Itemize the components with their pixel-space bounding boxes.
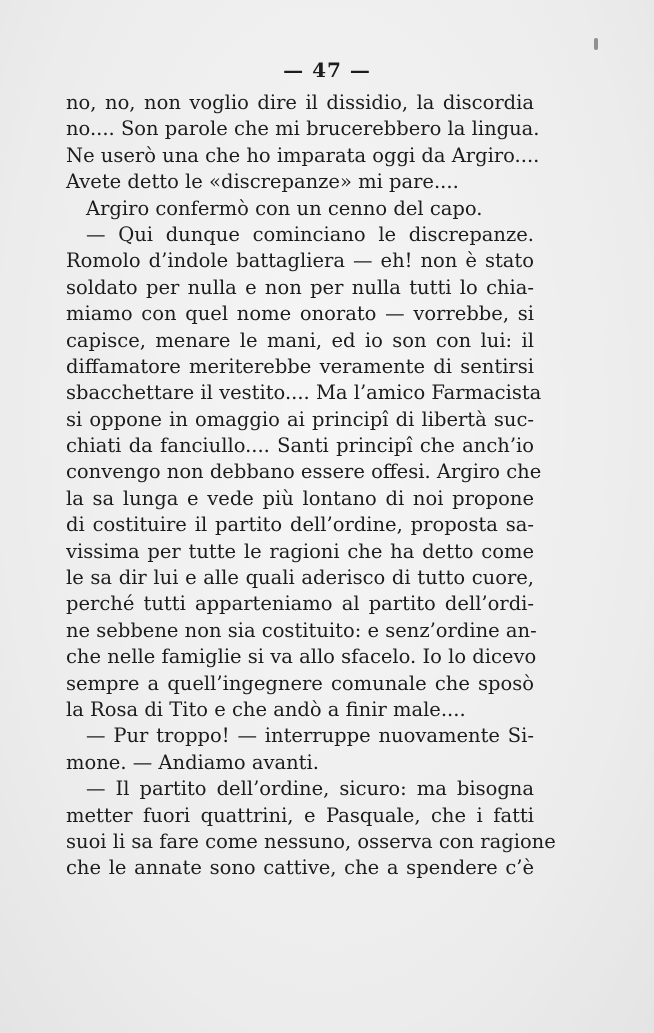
text-line: chiati da fanciullo.... Santi principî che anch’io [66, 434, 534, 458]
text-line: vissima per tutte le ragioni che ha detto come [66, 539, 534, 563]
text-line: le sa dir lui e alle quali aderisco di tutto cuore, [66, 566, 534, 590]
text-line: ne sebbene non sia costituito: e senz’ordine an- [66, 618, 537, 642]
text-line: — Pur troppo! — interruppe nuovamente Si- [86, 724, 534, 748]
text-line: capisce, menare le mani, ed io son con lui: il [66, 328, 534, 352]
text-line: si oppone in omaggio ai principî di libertà suc- [66, 407, 534, 431]
text-line: no, no, non voglio dire il dissidio, la discordia [66, 91, 534, 114]
text-line: Argiro confermò con un cenno del capo. [86, 196, 483, 220]
text-line: mone. — Andiamo avanti. [66, 750, 319, 774]
text-line: miamo con quel nome onorato — vorrebbe, si [66, 302, 534, 326]
body-text [66, 90, 556, 882]
text-line: no.... Son parole che mi brucerebbero la lingua. [66, 117, 540, 141]
text-line: metter fuori quattrini, e Pasquale, che i fatti [66, 803, 534, 827]
text-line: di costituire il partito dell’ordine, proposta sa- [66, 513, 534, 537]
page-number: — 47 — [283, 58, 371, 82]
text-line: sbacchettare il vestito.... Ma l’amico Farmacista [66, 381, 542, 405]
text-line: perché tutti apparteniamo al partito dell’ordi- [66, 592, 534, 616]
ink-speck [594, 38, 598, 50]
text-line: — Il partito dell’ordine, sicuro: ma bisogna [86, 777, 534, 801]
text-line: soldato per nulla e non per nulla tutti lo chia- [66, 275, 534, 299]
text-line: la Rosa di Tito e che andò a finir male.... [66, 697, 466, 721]
text-line: Romolo d’indole battagliera — eh! non è stato [66, 249, 534, 273]
text-line: sempre a quell’ingegnere comunale che sposò [66, 671, 534, 695]
text-line: che nelle famiglie si va allo sfacelo. Io lo dicevo [66, 645, 537, 669]
text-line: la sa lunga e vede più lontano di noi propone [66, 486, 534, 510]
text-line: che le annate sono cattive, che a spendere c’è [66, 856, 534, 880]
text-line: suoi li sa fare come nessuno, osserva con ragione [66, 829, 556, 853]
text-line: Avete detto le «discrepanze» mi pare.... [66, 170, 459, 194]
text-line: — Qui dunque cominciano le discrepanze. [86, 222, 534, 246]
text-line: convengo non debbano essere offesi. Argiro che [66, 460, 542, 484]
text-line: diffamatore meriterebbe veramente di sentirsi [66, 354, 534, 378]
text-line: Ne userò una che ho imparata oggi da Argiro.... [66, 143, 540, 167]
